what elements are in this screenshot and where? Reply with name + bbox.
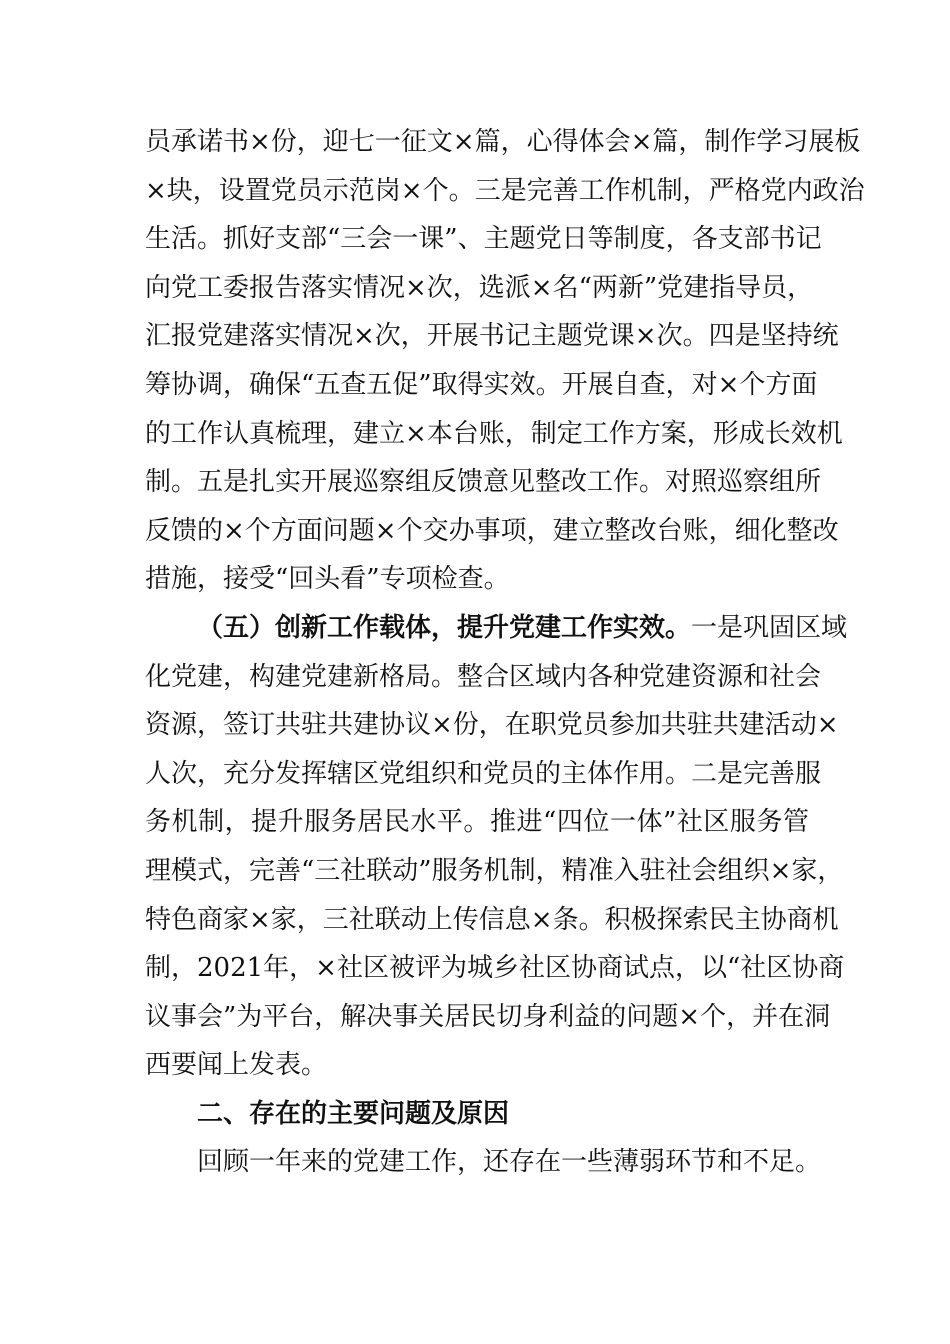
text-line: 的工作认真梳理，建立×本台账，制定工作方案，形成长效机 [145, 418, 843, 449]
text-line: 理模式，完善“三社联动”服务机制，精准入驻社会组织×家， [145, 855, 844, 886]
paragraph-innovation [145, 604, 848, 1090]
text-line: 西要闻上发表。 [145, 1050, 328, 1081]
paragraph-work-mechanism [145, 118, 865, 604]
document-body [145, 118, 865, 1187]
text-line: 措施，接受“回头看”专项检查。 [145, 564, 510, 595]
text-line: 化党建，构建党建新格局。整合区域内各种党建资源和社会 [145, 661, 822, 692]
text-line: 生活。抓好支部“三会一课”、主题党日等制度，各支部书记 [145, 224, 822, 255]
text-line: 向党工委报告落实情况×次，选派×名“两新”党建指导员， [145, 272, 814, 303]
text-line: 筹协调，确保“五查五促”取得实效。开展自查，对×个方面 [145, 369, 818, 400]
text-line: 资源，签订共驻共建协议×份，在职党员参加共驻共建活动× [145, 710, 839, 741]
text-line: 汇报党建落实情况×次，开展书记主题党课×次。四是坚持统 [145, 321, 839, 352]
text-line: 员承诺书×份，迎七一征文×篇，心得体会×篇，制作学习展板 [145, 127, 861, 157]
text-line: 制，2021年，×社区被评为城乡社区协商试点，以“社区协商 [145, 953, 845, 984]
paragraph-first-line [145, 604, 848, 653]
text-line: 人次，充分发挥辖区党组织和党员的主体作用。二是完善服 [145, 758, 822, 789]
section-heading: 二、存在的主要问题及原因 [197, 1098, 510, 1129]
paragraph-review: 回顾一年来的党建工作，还存在一些薄弱环节和不足。 [197, 1147, 822, 1178]
text-line: ×块，设置党员示范岗×个。三是完善工作机制，严格党内政治 [145, 175, 865, 206]
text-line: 特色商家×家，三社联动上传信息×条。积极探索民主协商机 [145, 904, 839, 935]
paragraph-bold-lead: （五）创新工作载体，提升党建工作实效。 [197, 612, 692, 643]
text-line: 务机制，提升服务居民水平。推进“四位一体”社区服务管 [145, 807, 809, 838]
text-line: 议事会”为平台，解决事关居民切身利益的问题×个，并在洞 [145, 1001, 831, 1032]
text-line: 反馈的×个方面问题×个交办事项，建立整改台账，细化整改 [145, 515, 839, 546]
paragraph-lead-rest: 一是巩固区域 [691, 612, 848, 643]
text-line: 制。五是扎实开展巡察组反馈意见整改工作。对照巡察组所 [145, 467, 822, 498]
